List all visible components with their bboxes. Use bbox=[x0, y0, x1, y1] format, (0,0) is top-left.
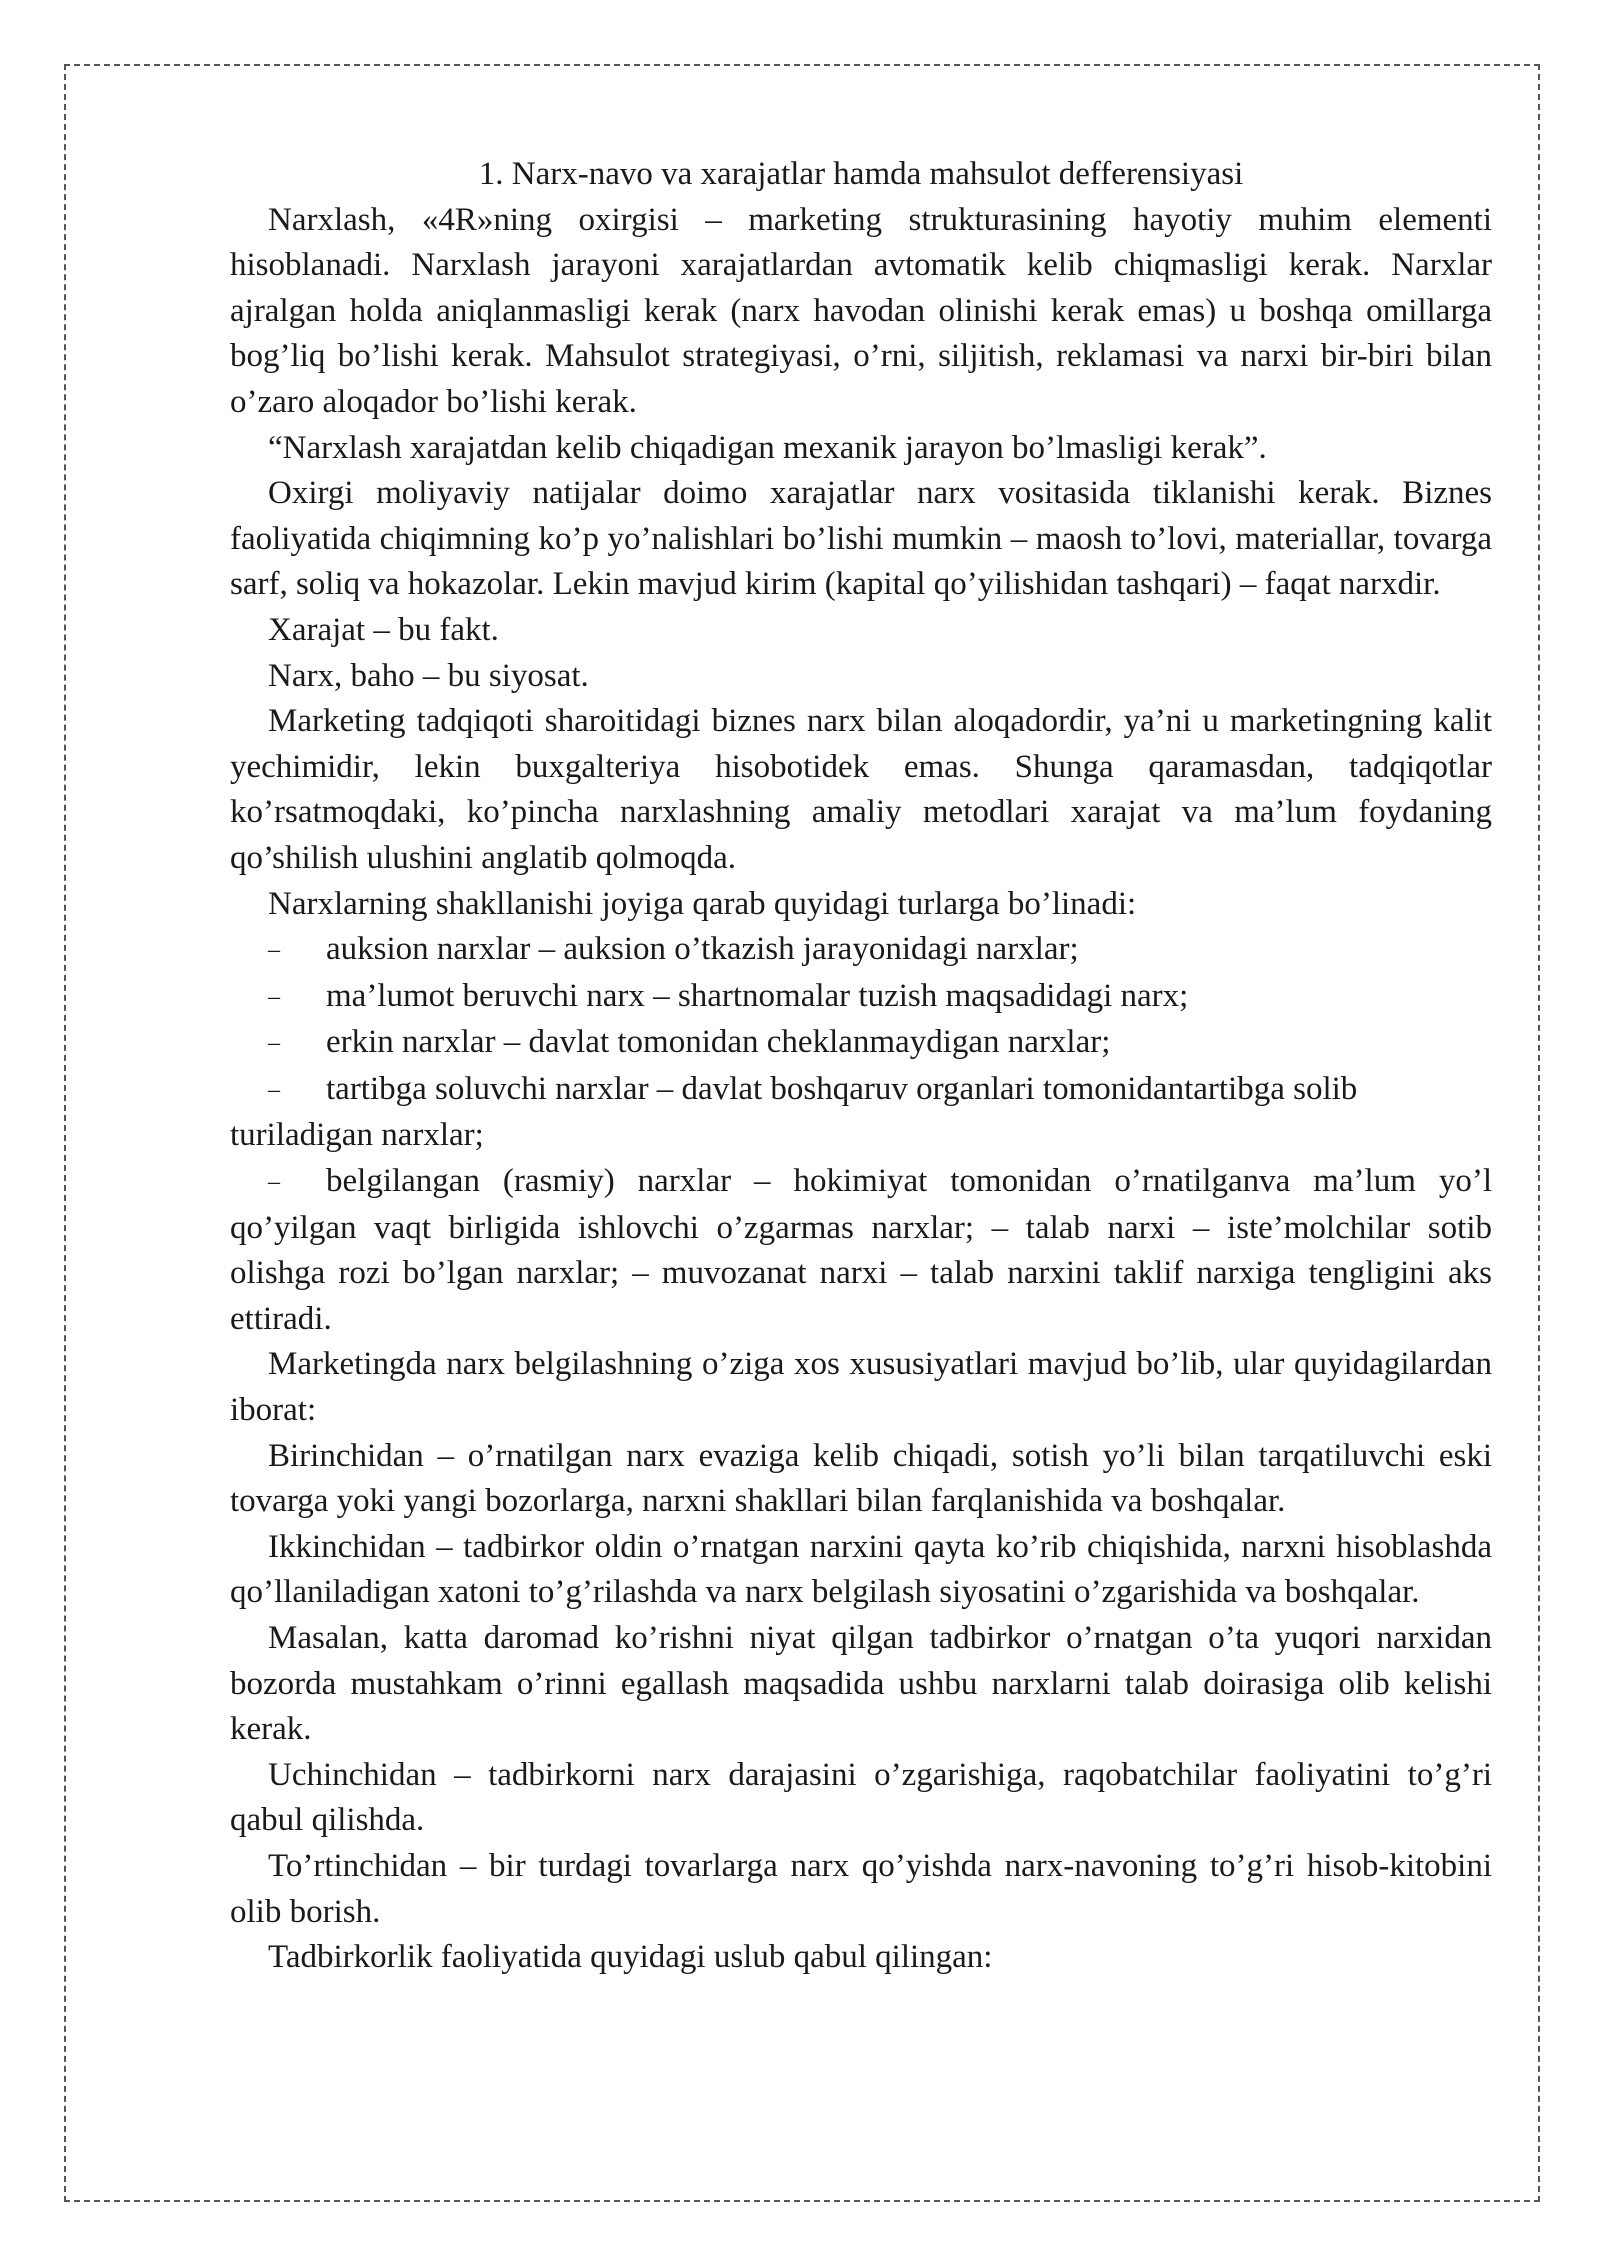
paragraph-marketing-tadqiqoti: Marketing tadqiqoti sharoitidagi biznes narx bilan aloqadordir, ya’ni u marketingning kalit yechimidir, lekin buxgalteriya hisobotidek emas. Shunga qaramasdan, tadqiqotlar ko’rsatmoqdaki, ko’pincha narxlashning amaliy metodlari xarajat va ma’lum foydaning qo’shilish ulushini anglatib qolmoqda. bbox=[230, 703, 1492, 876]
paragraph-xususiyatlar: Marketingda narx belgilashning o’ziga xos xususiyatlari mavjud bo’lib, ular quyidagilardan iborat: bbox=[230, 1346, 1492, 1429]
list-item-text: auksion narxlar – auksion o’tkazish jarayonidagi narxlar; bbox=[326, 931, 1079, 968]
dash-bullet: – bbox=[268, 983, 280, 1010]
paragraph-xarajat: Xarajat – bu fakt. bbox=[268, 611, 499, 648]
paragraph-uslub: Tadbirkorlik faoliyatida quyidagi uslub qabul qilingan: bbox=[268, 1939, 993, 1976]
paragraph-oxirgi: Oxirgi moliyaviy natijalar doimo xarajatlar narx vositasida tiklanishi kerak. Biznes faoliyatida chiqimning ko’p yo’nalishlari bo’lishi mumkin – maosh to’lovi, materiallar, tovarga sarf, soliq va hokazolar. Lekin mavjud kirim (kapital qo’yilishidan tashqari) – faqat narxdir. bbox=[230, 475, 1492, 603]
list-item-text: belgilangan (rasmiy) narxlar – hokimiyat tomonidan o’rnatilganva ma’lum yo’l qo’yilgan vaqt birligida ishlovchi o’zgarmas narxlar; – talab narxi – iste’molchilar sotib olishga rozi bo’lgan narxlar; – muvozanat narxi – talab narxini taklif narxiga tengligini aks ettiradi. bbox=[230, 1163, 1492, 1337]
paragraph-birinchidan: Birinchidan – o’rnatilgan narx evaziga kelib chiqadi, sotish yo’li bilan tarqatiluvchi eski tovarga yoki yangi bozorlarga, narxni shakllari bilan farqlanishida va boshqalar. bbox=[230, 1437, 1492, 1520]
list-item-text: ma’lumot beruvchi narx – shartnomalar tuzish maqsadidagi narx; bbox=[326, 977, 1189, 1014]
list-item bbox=[230, 1020, 1492, 1067]
list-item bbox=[230, 1067, 1492, 1159]
document-body bbox=[230, 152, 1492, 1981]
list-item bbox=[230, 974, 1492, 1021]
paragraph-quote: “Narxlash xarajatdan kelib chiqadigan mexanik jarayon bo’lmasligi kerak”. bbox=[268, 429, 1267, 466]
price-types-list bbox=[230, 927, 1492, 1342]
list-item bbox=[230, 927, 1492, 974]
paragraph-uchinchidan: Uchinchidan – tadbirkorni narx darajasini o’zgarishiga, raqobatchilar faoliyatini to’g’ri qabul qilishda. bbox=[230, 1756, 1492, 1839]
dash-bullet: – bbox=[268, 1169, 280, 1196]
dash-bullet: – bbox=[268, 937, 280, 964]
paragraph-narxlash: Narxlash, «4R»ning oxirgisi – marketing strukturasining hayotiy muhim elementi hisoblanadi. Narxlash jarayoni xarajatlardan avtomatik kelib chiqmasligi kerak. Narxlar ajralgan holda aniqlanmasligi kerak (narx havodan olinishi kerak emas) u boshqa omillarga bog’liq bo’lishi kerak. Mahsulot strategiyasi, o’rni, siljitish, reklamasi va narxi bir-biri bilan o’zaro aloqador bo’lishi kerak. bbox=[230, 201, 1492, 420]
list-item-text: tartibga soluvchi narxlar – davlat boshqaruv organlari tomonidantartibga solib turiladigan narxlar; bbox=[230, 1070, 1358, 1154]
dash-bullet: – bbox=[268, 1076, 280, 1103]
paragraph-tortinchidan: To’rtinchidan – bir turdagi tovarlarga narx qo’yishda narx-navoning to’g’ri hisob-kitobini olib borish. bbox=[230, 1847, 1492, 1930]
dash-bullet: – bbox=[268, 1030, 280, 1057]
paragraph-narx-baho: Narx, baho – bu siyosat. bbox=[268, 657, 589, 694]
paragraph-masalan: Masalan, katta daromad ko’rishni niyat qilgan tadbirkor o’rnatgan o’ta yuqori narxidan bozorda mustahkam o’rinni egallash maqsadida ushbu narxlarni talab doirasiga olib kelishi kerak. bbox=[230, 1620, 1492, 1748]
list-item bbox=[230, 1159, 1492, 1342]
paragraph-list-intro: Narxlarning shakllanishi joyiga qarab quyidagi turlarga bo’linadi: bbox=[268, 885, 1137, 922]
list-item-text: erkin narxlar – davlat tomonidan cheklanmaydigan narxlar; bbox=[326, 1024, 1111, 1061]
document-title: 1. Narx-navo va xarajatlar hamda mahsulot defferensiyasi bbox=[478, 156, 1244, 192]
paragraph-ikkinchidan: Ikkinchidan – tadbirkor oldin o’rnatgan narxini qayta ko’rib chiqishida, narxni hisoblashda qo’llaniladigan xatoni to’g’rilashda va narx belgilash siyosatini o’zgarishida va boshqalar. bbox=[230, 1528, 1492, 1611]
